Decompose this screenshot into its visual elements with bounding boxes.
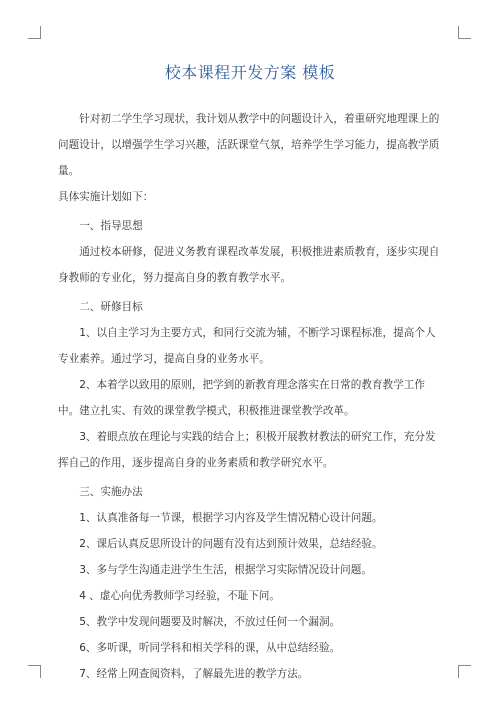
section-heading-methods: 三、实施办法 — [79, 486, 143, 498]
list-item: 1、以自主学习为主要方式，和同行交流为辅，不断学习课程标准，提高个人专业素养。通过学习，提高自身的业务水平。 — [58, 327, 436, 365]
intro-paragraph: 针对初二学生学习现状，我计划从教学中的问题设计入，着重研究地理课上的问题设计，以增强学生学习兴趣，活跃课堂气氛，培养学生学习能力，提高教学质量。 — [58, 113, 440, 177]
list-item: 1、认真准备每一节课，根据学习内容及学生情况精心设计问题。 — [79, 512, 383, 524]
crop-mark-bottom-right — [458, 665, 471, 678]
crop-mark-top-right — [458, 26, 471, 39]
list-item: 5、教学中发现问题要及时解决，不放过任何一个漏洞。 — [79, 616, 341, 628]
document-body — [58, 106, 442, 687]
section-paragraph: 通过校本研修，促进义务教育课程改革发展，积极推进素质教育，逐步实现自身教师的专业化，努力提高自身的教育教学水平。 — [58, 246, 440, 284]
list-item: 2、课后认真反思所设计的问题有没有达到预计效果，总结经验。 — [79, 538, 383, 550]
list-item: 4 、虚心向优秀教师学习经验，不耻下问。 — [79, 590, 280, 602]
list-item: 7、经常上网查阅资料，了解最先进的教学方法。 — [79, 668, 309, 680]
list-item: 3、多与学生沟通走进学生生活，根据学习实际情况设计问题。 — [79, 564, 372, 576]
list-item: 3、着眼点放在理论与实践的结合上；积极开展教材教法的研究工作，充分发挥自己的作用，逐步提高自身的业务素质和教学研究水平。 — [58, 431, 436, 469]
plan-lead-in: 具体实施计划如下： — [58, 191, 154, 203]
crop-mark-bottom-left — [28, 665, 41, 678]
crop-mark-top-left — [28, 26, 41, 39]
list-item: 6、多听课，听同学科和相关学科的课，从中总结经验。 — [79, 642, 341, 654]
document-title: 校本课程开发方案 模板 — [164, 63, 336, 82]
section-heading-guiding-ideology: 一、指导思想 — [79, 220, 143, 232]
section-heading-goals: 二、研修目标 — [79, 301, 143, 313]
list-item: 2、本着学以致用的原则，把学到的新教育理念落实在日常的教育教学工作中。建立扎实、有效的课堂教学模式，积极推进课堂教学改革。 — [58, 379, 425, 417]
